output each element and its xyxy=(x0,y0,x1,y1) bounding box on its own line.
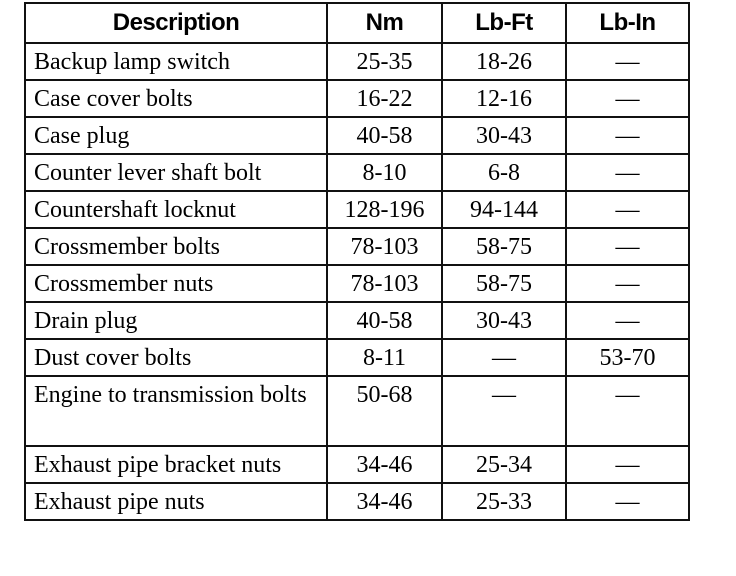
column-header-lb-ft: Lb-Ft xyxy=(442,3,566,43)
lb-ft-cell: 18-26 xyxy=(442,43,566,80)
table-row xyxy=(25,228,689,265)
description-cell: Case cover bolts xyxy=(25,80,327,117)
description-cell: Crossmember nuts xyxy=(25,265,327,302)
lb-ft-cell: 58-75 xyxy=(442,265,566,302)
lb-ft-cell: 25-34 xyxy=(442,446,566,483)
description-cell: Counter lever shaft bolt xyxy=(25,154,327,191)
nm-cell: 40-58 xyxy=(327,117,442,154)
lb-ft-cell: 25-33 xyxy=(442,483,566,520)
nm-cell: 78-103 xyxy=(327,265,442,302)
lb-ft-cell: 30-43 xyxy=(442,302,566,339)
lb-in-cell: — xyxy=(566,191,689,228)
nm-cell: 34-46 xyxy=(327,483,442,520)
lb-in-cell: — xyxy=(566,446,689,483)
column-header-nm: Nm xyxy=(327,3,442,43)
description-cell: Exhaust pipe nuts xyxy=(25,483,327,520)
header-row xyxy=(25,3,689,43)
table-row xyxy=(25,191,689,228)
nm-cell: 78-103 xyxy=(327,228,442,265)
lb-ft-cell: 6-8 xyxy=(442,154,566,191)
lb-ft-cell: — xyxy=(442,376,566,446)
description-cell: Engine to transmission bolts xyxy=(25,376,327,446)
nm-cell: 128-196 xyxy=(327,191,442,228)
torque-spec-table xyxy=(24,2,690,521)
lb-in-cell: — xyxy=(566,302,689,339)
nm-cell: 8-11 xyxy=(327,339,442,376)
table-row xyxy=(25,483,689,520)
nm-cell: 40-58 xyxy=(327,302,442,339)
nm-cell: 34-46 xyxy=(327,446,442,483)
lb-ft-cell: 58-75 xyxy=(442,228,566,265)
table-header xyxy=(25,3,689,43)
column-header-description: Description xyxy=(25,3,327,43)
table-row xyxy=(25,154,689,191)
lb-ft-cell: 30-43 xyxy=(442,117,566,154)
table-row xyxy=(25,302,689,339)
description-cell: Backup lamp switch xyxy=(25,43,327,80)
lb-in-cell: — xyxy=(566,483,689,520)
table-row xyxy=(25,446,689,483)
lb-in-cell: — xyxy=(566,80,689,117)
nm-cell: 8-10 xyxy=(327,154,442,191)
nm-cell: 16-22 xyxy=(327,80,442,117)
column-header-lb-in: Lb-In xyxy=(566,3,689,43)
lb-in-cell: — xyxy=(566,228,689,265)
lb-ft-cell: 94-144 xyxy=(442,191,566,228)
nm-cell: 50-68 xyxy=(327,376,442,446)
lb-in-cell: — xyxy=(566,43,689,80)
description-cell: Countershaft locknut xyxy=(25,191,327,228)
description-cell: Drain plug xyxy=(25,302,327,339)
table-body xyxy=(25,43,689,520)
table-row xyxy=(25,339,689,376)
description-cell: Dust cover bolts xyxy=(25,339,327,376)
table-row xyxy=(25,80,689,117)
description-cell: Exhaust pipe bracket nuts xyxy=(25,446,327,483)
table-row xyxy=(25,376,689,446)
lb-ft-cell: 12-16 xyxy=(442,80,566,117)
lb-in-cell: — xyxy=(566,376,689,446)
lb-in-cell: — xyxy=(566,154,689,191)
lb-in-cell: — xyxy=(566,265,689,302)
table-row xyxy=(25,117,689,154)
table-row xyxy=(25,43,689,80)
description-cell: Case plug xyxy=(25,117,327,154)
table-row xyxy=(25,265,689,302)
lb-in-cell: 53-70 xyxy=(566,339,689,376)
description-cell: Crossmember bolts xyxy=(25,228,327,265)
lb-in-cell: — xyxy=(566,117,689,154)
lb-ft-cell: — xyxy=(442,339,566,376)
nm-cell: 25-35 xyxy=(327,43,442,80)
